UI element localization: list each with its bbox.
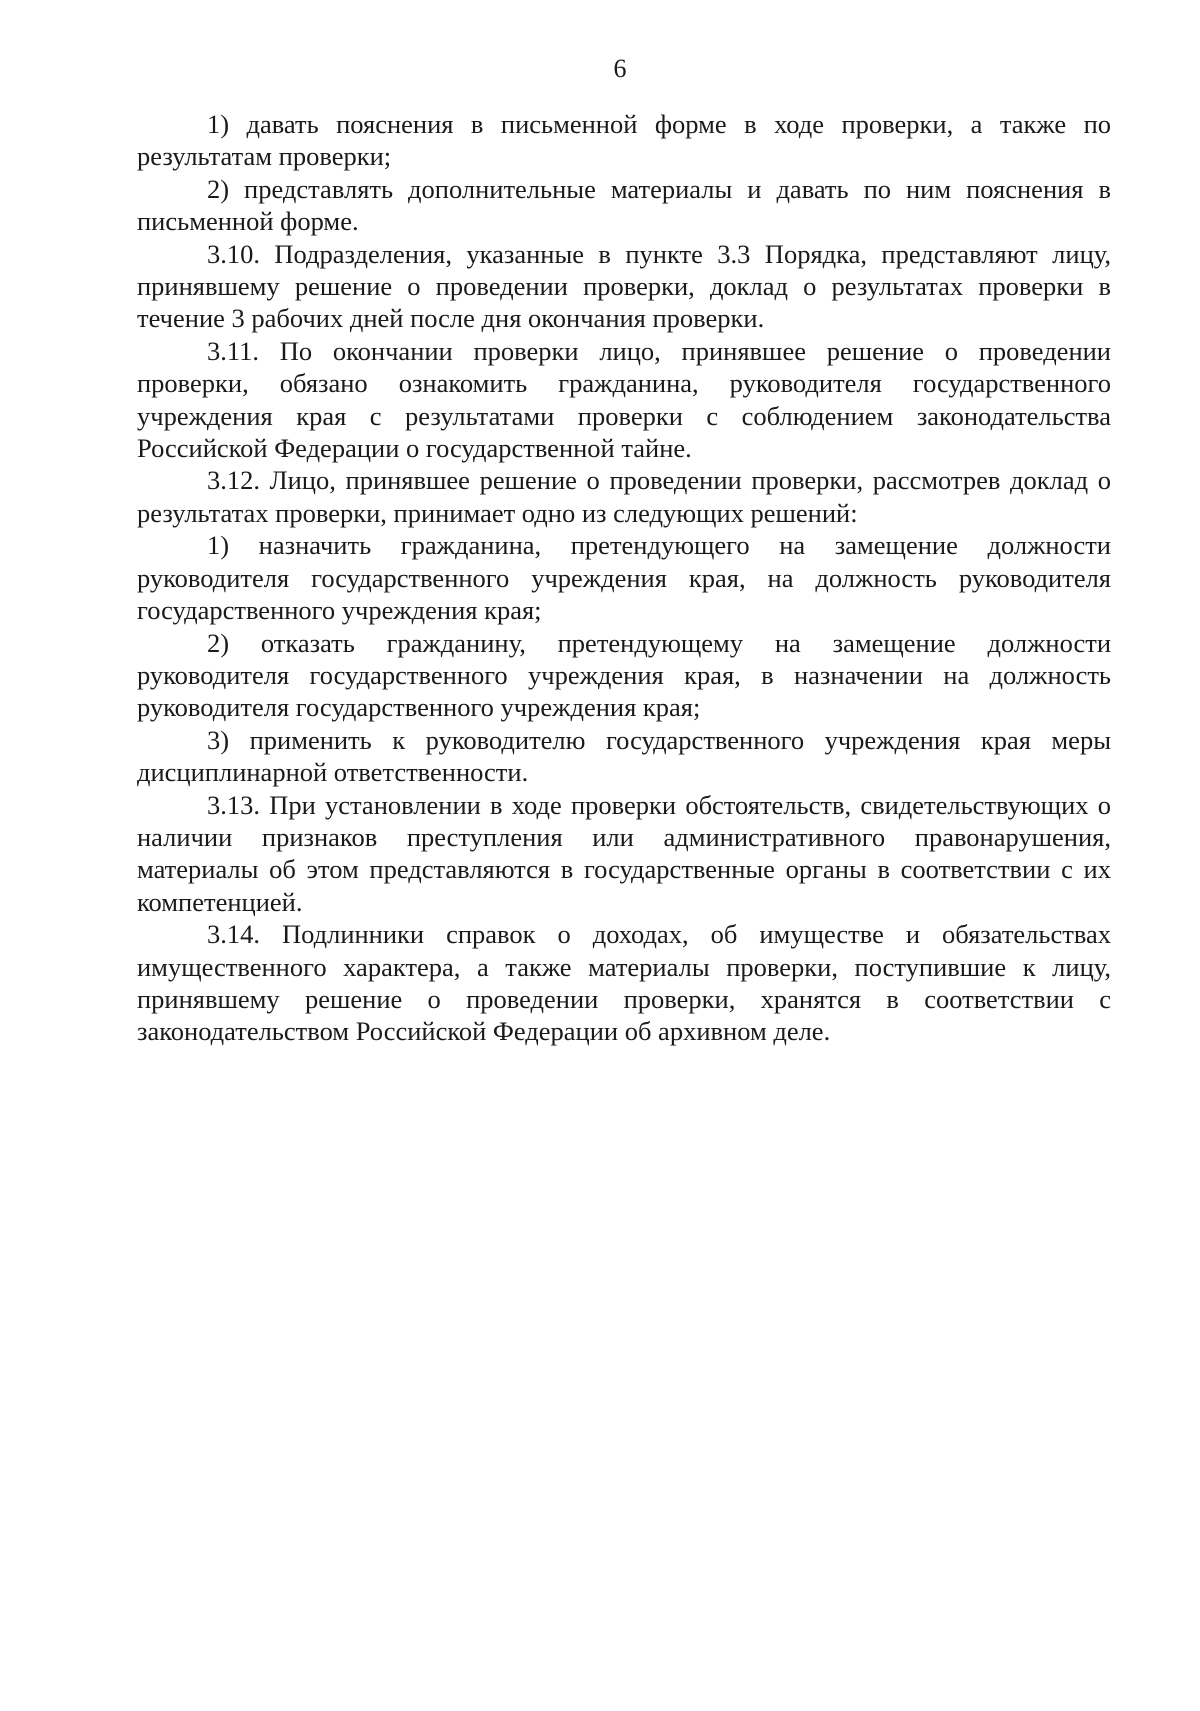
paragraph-item-3-discipline: 3) применить к руководителю государственного учреждения края меры дисциплинарной ответственности. (137, 724, 1111, 788)
paragraph-item-1-appoint: 1) назначить гражданина, претендующего на замещение должности руководителя государственного учреждения края, на должность руководителя государственного учреждения края; (137, 530, 1111, 626)
page-number: 6 (613, 54, 627, 83)
document-body (137, 108, 1111, 1048)
paragraph-item-2-refuse: 2) отказать гражданину, претендующему на замещение должности руководителя государственного учреждения края, в назначении на должность руководителя государственного учреждения края; (137, 627, 1111, 723)
paragraph-item-2-materials: 2) представлять дополнительные материалы и давать по ним пояснения в письменной форме. (137, 173, 1111, 237)
paragraph-item-1-explanations: 1) давать пояснения в письменной форме в ходе проверки, а также по результатам проверки; (137, 109, 1111, 172)
paragraph-3-14: 3.14. Подлинники справок о доходах, об имуществе и обязательствах имущественного характера, а также материалы проверки, поступившие к лицу, принявшему решение о проведении проверки, хранятся в соответствии с законодательством Российской Федерации об архивном деле. (137, 919, 1111, 1047)
paragraph-3-13: 3.13. При установлении в ходе проверки обстоятельств, свидетельствующих о наличии признаков преступления или административного правонарушения, материалы об этом представляются в государственные органы в соответствии с их компетенцией. (137, 789, 1111, 917)
paragraph-3-10: 3.10. Подразделения, указанные в пункте 3.3 Порядка, представляют лицу, принявшему решение о проведении проверки, доклад о результатах проверки в течение 3 рабочих дней после дня окончания проверки. (137, 238, 1111, 334)
paragraph-3-12: 3.12. Лицо, принявшее решение о проведении проверки, рассмотрев доклад о результатах проверки, принимает одно из следующих решений: (137, 465, 1111, 528)
paragraph-3-11: 3.11. По окончании проверки лицо, принявшее решение о проведении проверки, обязано ознакомить гражданина, руководителя государственного учреждения края с результатами проверки с соблюдением законодательства Российской Федерации о государственной тайне. (137, 335, 1111, 464)
